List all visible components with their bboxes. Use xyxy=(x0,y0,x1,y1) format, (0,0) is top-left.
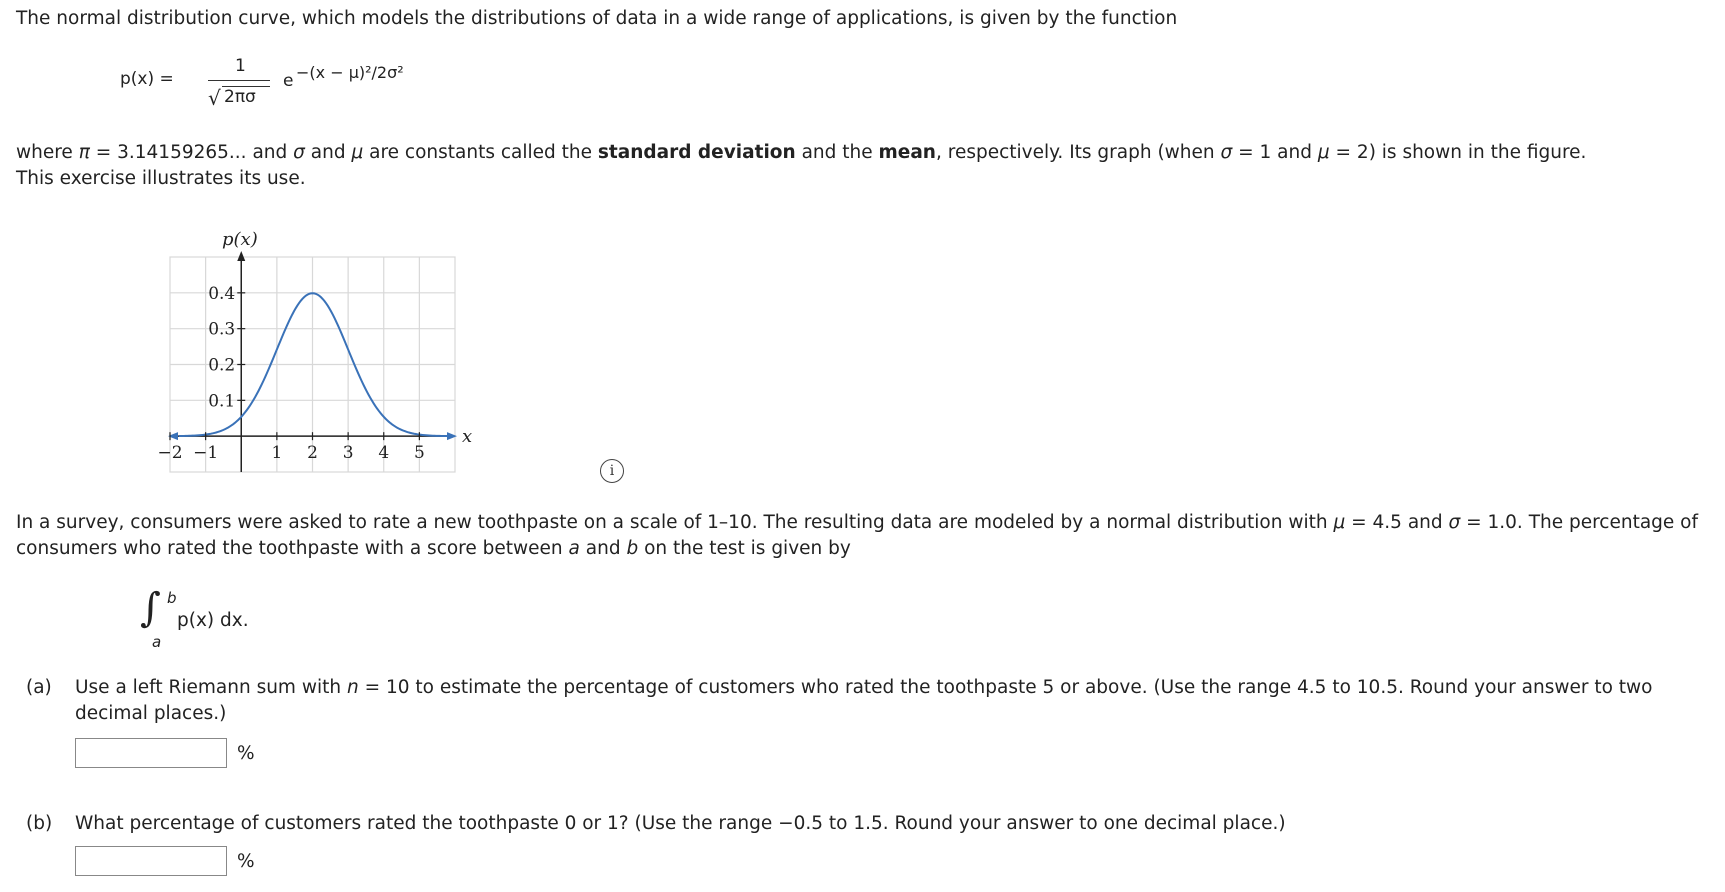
info-icon[interactable]: i xyxy=(600,459,624,483)
integral-body: p(x) dx. xyxy=(177,610,249,631)
formula-exponent: −(x − μ)²/2σ² xyxy=(296,63,404,82)
part-b-answer-input[interactable] xyxy=(75,846,227,876)
intro-text: The normal distribution curve, which models the distributions of data in a wide range of applications, is given by the function xyxy=(16,8,1178,29)
y-axis-arrow-icon xyxy=(237,251,245,261)
y-tick-label: 0.1 xyxy=(208,391,236,412)
chart-svg xyxy=(140,225,473,485)
normal-curve-chart xyxy=(140,225,473,493)
y-tick-label: 0.3 xyxy=(208,319,236,340)
term-standard-deviation: standard deviation xyxy=(597,142,796,163)
x-tick-label: 1 xyxy=(271,443,283,464)
x-tick-label: 2 xyxy=(307,443,318,464)
part-b-question: What percentage of customers rated the toothpaste 0 or 1? (Use the range −0.5 to 1.5. Round your answer to one decimal place.) xyxy=(75,813,1286,834)
x-tick-label: −2 xyxy=(157,443,183,464)
integral-lower: a xyxy=(152,633,162,651)
formula-base: e xyxy=(283,71,294,91)
y-tick-label: 0.2 xyxy=(208,355,236,376)
formula-lhs: p(x) = xyxy=(120,69,174,89)
integral-upper: b xyxy=(167,589,177,607)
fraction-bar xyxy=(208,80,270,81)
part-a-label: (a) xyxy=(26,677,52,698)
x-tick-label: 3 xyxy=(342,443,354,464)
survey-paragraph: In a survey, consumers were asked to rate a new toothpaste on a scale of 1–10. The resulting data are modeled by a normal distribution with μ = 4.5 and σ = 1.0. The percentage of consumers who rated the toothpaste with a score between a and b on the test is given by xyxy=(16,512,1699,559)
x-tick-label: 5 xyxy=(413,443,425,464)
part-b-label: (b) xyxy=(26,813,53,834)
y-axis-label: p(x) xyxy=(222,229,258,250)
integral-icon: ∫ xyxy=(140,585,161,631)
part-a-answer-input[interactable] xyxy=(75,738,227,768)
sqrt-icon: √ xyxy=(208,86,221,110)
formula-denominator: 2πσ xyxy=(224,87,256,107)
x-axis-label: x xyxy=(462,426,473,447)
definition-paragraph: where π = 3.14159265... and σ and μ are constants called the standard deviation and the mean, respectively. Its graph (when σ = 1 and μ = 2) is shown in the figure. This exercise illustrates its use. xyxy=(16,142,1587,189)
x-tick-label: 4 xyxy=(378,443,390,464)
formula-numerator: 1 xyxy=(235,56,246,76)
part-b-unit: % xyxy=(237,851,255,872)
part-a-question: Use a left Riemann sum with n = 10 to estimate the percentage of customers who rated the toothpaste 5 or above. (Use the range 4.5 to 10.5. Round your answer to two decimal places.) xyxy=(75,677,1653,724)
y-tick-label: 0.4 xyxy=(208,283,236,304)
x-tick-label: −1 xyxy=(193,443,219,464)
part-a-unit: % xyxy=(237,743,255,764)
term-mean: mean xyxy=(878,142,936,163)
